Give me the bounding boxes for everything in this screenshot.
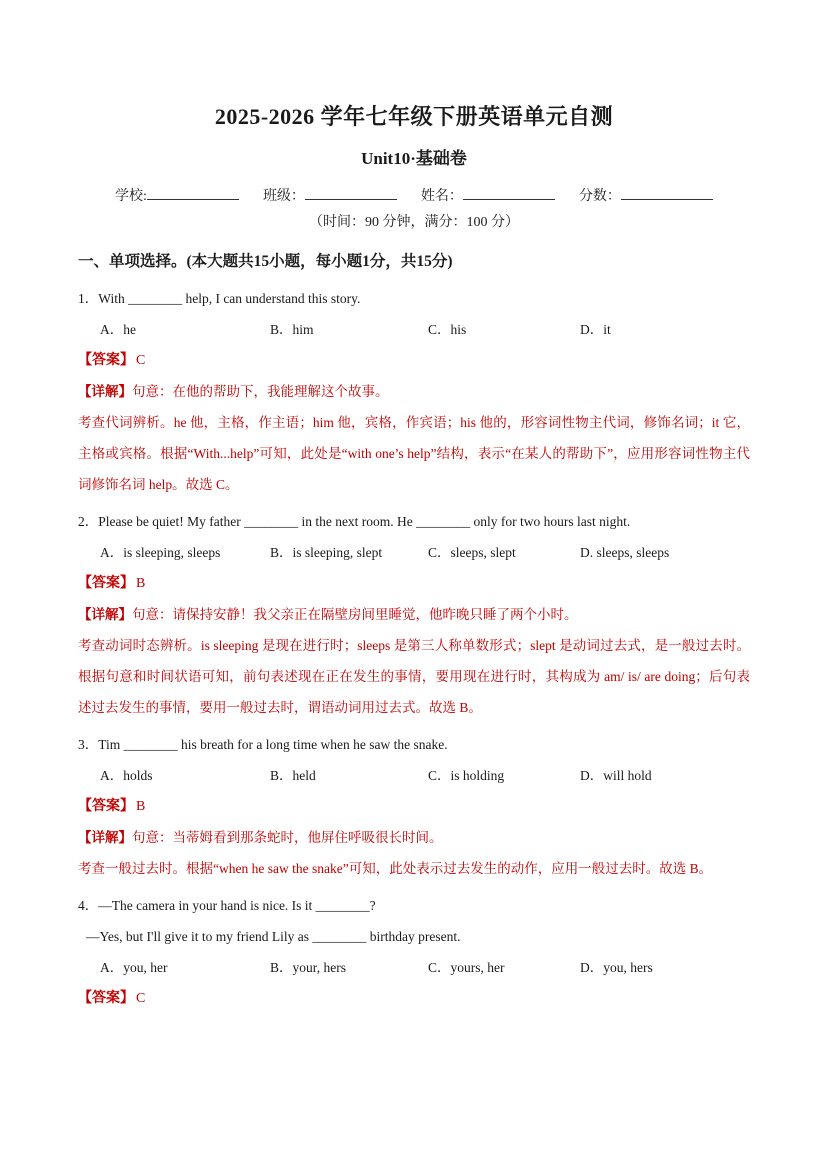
info-field-label: 分数： [578, 189, 621, 204]
answer-value: C [136, 353, 146, 368]
answer-line [78, 791, 750, 822]
option: C．is holding [428, 768, 505, 783]
answer-value: C [136, 991, 146, 1006]
detail-label: 【详解】 [78, 384, 132, 399]
detail-text: 句意：请保持安静！我父亲正在隔壁房间里睡觉，他昨晚只睡了两个小时。 [132, 607, 578, 622]
answer-label: 【答案】 [78, 353, 134, 368]
option: C．yours, her [428, 960, 505, 975]
question-stem-line: 4．—The camera in your hand is nice. Is it ________? [78, 898, 376, 913]
option: A．holds [100, 768, 153, 783]
question-stem-line: 1．With ________ help, I can understand this story. [78, 291, 361, 306]
option: D．it [580, 322, 611, 337]
detail-line [78, 822, 750, 853]
option: A．he [100, 322, 136, 337]
option: D．you, hers [580, 960, 653, 975]
question-stem [78, 506, 750, 537]
option: B．him [270, 322, 314, 337]
answer-line [78, 568, 750, 599]
question-block [78, 506, 750, 723]
detail-text: 句意：当蒂姆看到那条蛇时，他屏住呼吸很长时间。 [132, 830, 443, 845]
analysis-paragraph: 考查一般过去时。根据“when he saw the snake”可知，此处表示过去发生的动作，应用一般过去时。故选 B。 [78, 861, 713, 876]
question-block [78, 283, 750, 500]
analysis-paragraph: 考查代词辨析。he 他，主格，作主语；him 他，宾格，作宾语；his 他的，形容词性物主代词，修饰名词；it 它，主格或宾格。根据“With...help”可知，此处是“with one’s help”结构，表示“在某人的帮助下”，应用形容词性物主代词修饰名词 help。故选 C。 [78, 415, 750, 492]
info-field-blank-line [463, 184, 555, 200]
answer-label: 【答案】 [78, 991, 134, 1006]
exam-meta: （时间：90 分钟，满分：100 分） [309, 215, 519, 230]
student-info-row [78, 184, 750, 208]
detail-label: 【详解】 [78, 830, 132, 845]
option: C．sleeps, slept [428, 545, 516, 560]
info-field-label: 学校: [115, 189, 147, 204]
option: B．your, hers [270, 960, 346, 975]
detail-label: 【详解】 [78, 607, 132, 622]
options-row [100, 760, 750, 791]
info-field-label: 姓名： [420, 189, 463, 204]
question-stem [78, 729, 750, 760]
options-row [100, 314, 750, 345]
question-stem-line: 2．Please be quiet! My father ________ in the next room. He ________ only for two hours last night. [78, 514, 631, 529]
option: D．will hold [580, 768, 652, 783]
options-row [100, 952, 750, 983]
info-field-label: 班级： [262, 189, 305, 204]
question-stem-line: 3．Tim ________ his breath for a long time when he saw the snake. [78, 737, 448, 752]
section-header: 一、单项选择。(本大题共15小题，每小题1分，共15分) [78, 253, 453, 270]
question-stem-line: —Yes, but I'll give it to my friend Lily as ________ birthday present. [86, 929, 461, 944]
question-block [78, 729, 750, 884]
info-field [579, 184, 713, 208]
detail-line [78, 376, 750, 407]
info-field-blank-line [305, 184, 397, 200]
option: A．is sleeping, sleeps [100, 545, 221, 560]
question-stem [78, 283, 750, 314]
option: B．is sleeping, slept [270, 545, 383, 560]
option: A．you, her [100, 960, 168, 975]
info-field-blank-line [621, 184, 713, 200]
answer-label: 【答案】 [78, 576, 134, 591]
page-title: 2025-2026 学年七年级下册英语单元自测 [214, 104, 614, 129]
answer-label: 【答案】 [78, 799, 134, 814]
detail-line [78, 599, 750, 630]
answer-value: B [136, 576, 146, 591]
answer-line [78, 345, 750, 376]
options-row [100, 537, 750, 568]
detail-text: 句意：在他的帮助下，我能理解这个故事。 [132, 384, 389, 399]
info-field [421, 184, 555, 208]
option: B．held [270, 768, 316, 783]
page-subtitle: Unit10·基础卷 [361, 149, 467, 168]
answer-line [78, 983, 750, 1014]
option: C．his [428, 322, 467, 337]
question-stem [78, 890, 750, 952]
questions-container [78, 283, 750, 1014]
question-block [78, 890, 750, 1014]
analysis-paragraph: 考查动词时态辨析。is sleeping 是现在进行时；sleeps 是第三人称单数形式；slept 是动词过去式，是一般过去时。根据句意和时间状语可知，前句表述现在正在发生的事情，要用现在进行时，其构成为 am/ is/ are doing；后句表述过去发生的事情，要用一般过去时，谓语动词用过去式。故选 B。 [78, 638, 750, 715]
answer-value: B [136, 799, 146, 814]
info-field [263, 184, 397, 208]
option: D. sleeps, sleeps [580, 545, 670, 560]
info-field [115, 184, 239, 208]
info-field-blank-line [147, 184, 239, 200]
